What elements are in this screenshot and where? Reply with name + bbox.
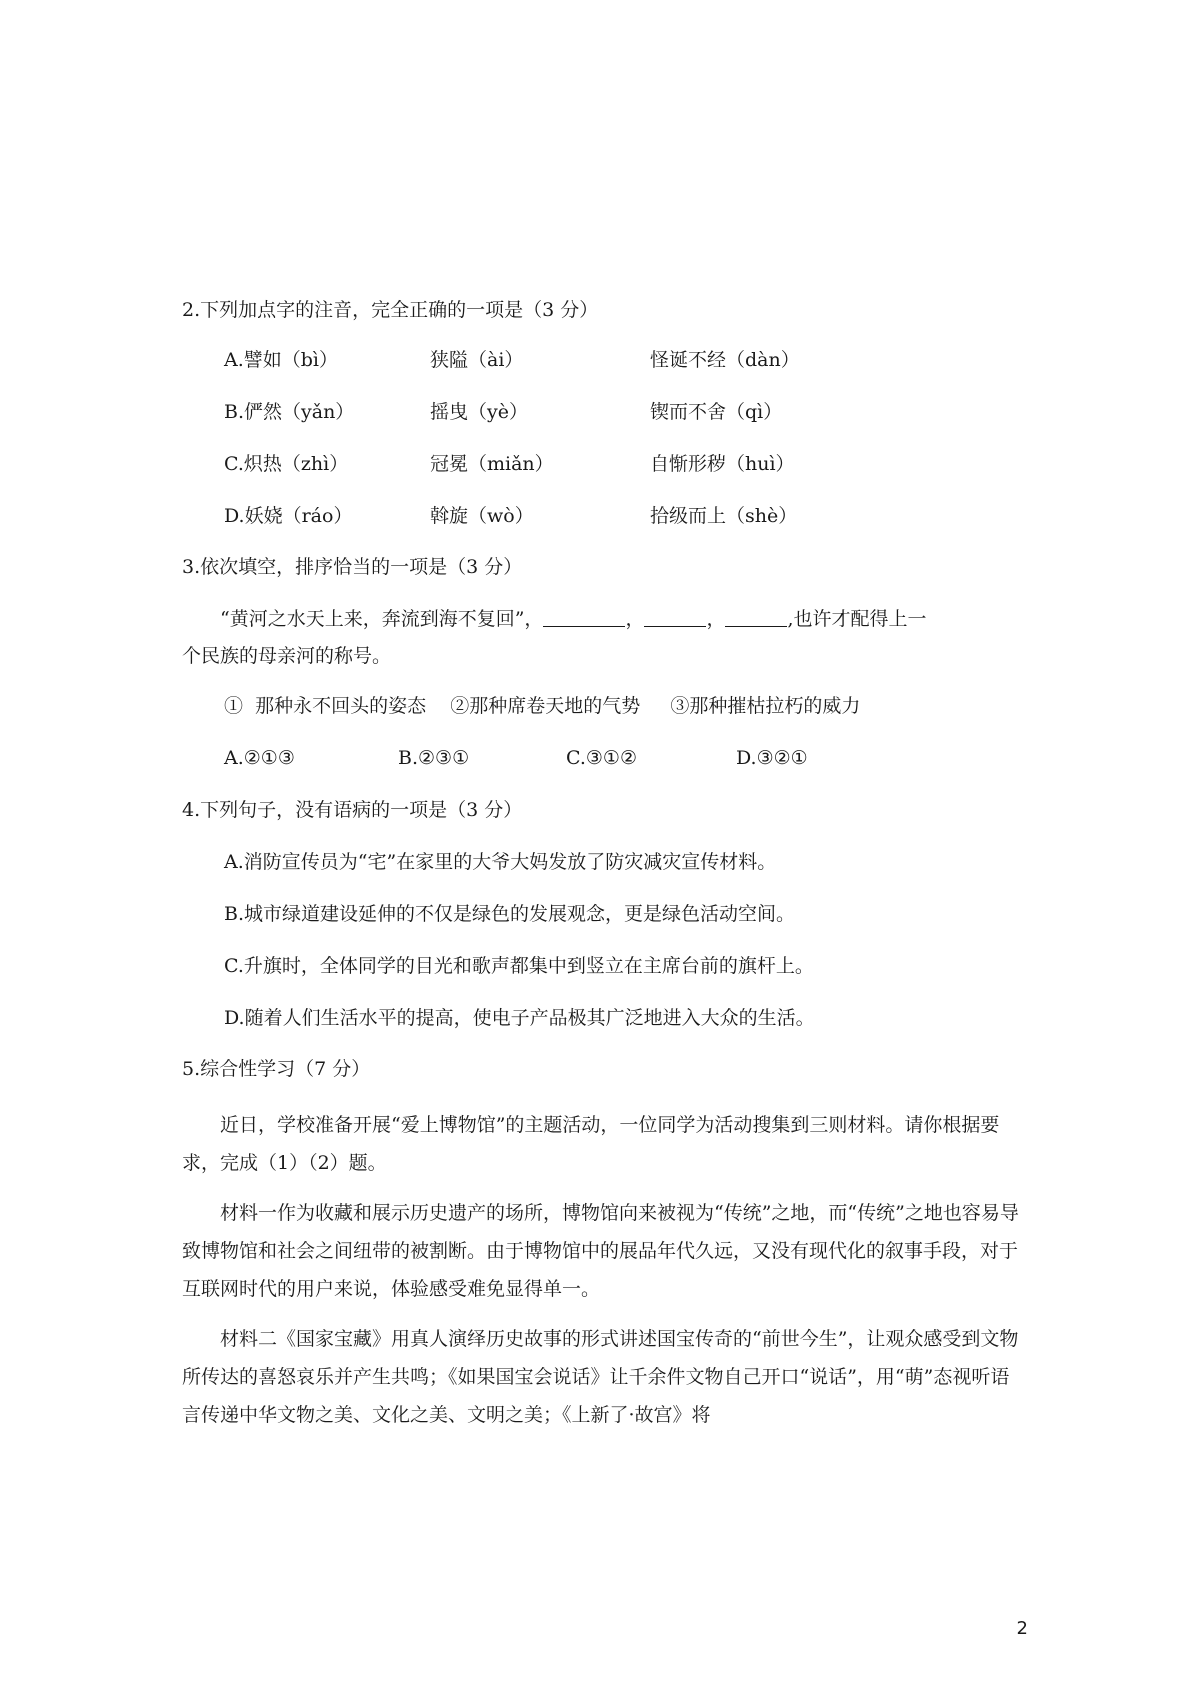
q3-sep-1: ，: [625, 608, 645, 630]
q2-option-d-3: 拾级而上（shè）: [650, 505, 798, 527]
q3-choice-d: D.③②①: [736, 747, 808, 769]
q2-option-c-1: C.炽热（zhì）: [224, 453, 349, 475]
q4-option-d: D.随着人们生活水平的提高，使电子产品极其广泛地进入大众的生活。: [224, 1007, 815, 1029]
q3-blank-2: [644, 606, 706, 627]
q3-fill-paragraph: [220, 605, 927, 633]
q3-choice-b: B.②③①: [398, 747, 470, 769]
q2-option-a-2: 狭隘（ài）: [430, 349, 524, 371]
q5-material-2: 材料二《国家宝藏》用真人演绎历史故事的形式讲述国宝传奇的“前世今生”，让观众感受到文物所传达的喜怒哀乐并产生共鸣；《如果国宝会说话》让千余件文物自己开口“说话”，用“萌”态视听语言传递中华文物之美、文化之美、文明之美；《上新了·故宫》将: [182, 1328, 1019, 1426]
q3-para-line-2: 个民族的母亲河的称号。: [182, 645, 392, 667]
q3-phrases: ① 那种永不回头的姿态 ②那种席卷天地的气势 ③那种摧枯拉朽的威力: [224, 695, 861, 717]
question-3-stem: 3.依次填空，排序恰当的一项是（3 分）: [182, 556, 523, 578]
q3-para-end: ,也许才配得上一: [787, 608, 927, 630]
q2-option-b-2: 摇曳（yè）: [430, 401, 528, 423]
q2-option-c-2: 冠冕（miǎn）: [430, 453, 554, 475]
page-number: 2: [1016, 1618, 1028, 1639]
q4-option-c: C.升旗时，全体同学的目光和歌声都集中到竖立在主席台前的旗杆上。: [224, 955, 814, 977]
q5-intro: 近日，学校准备开展“爱上博物馆”的主题活动，一位同学为活动搜集到三则材料。请你根据要求，完成（1）（2）题。: [182, 1114, 1000, 1174]
q5-material-1: 材料一作为收藏和展示历史遗产的场所，博物馆向来被视为“传统”之地，而“传统”之地也容易导致博物馆和社会之间纽带的被割断。由于博物馆中的展品年代久远，又没有现代化的叙事手段，对于互联网时代的用户来说，体验感受难免显得单一。: [182, 1202, 1019, 1300]
question-5-stem: 5.综合性学习（7 分）: [182, 1058, 371, 1080]
q3-blank-1: [543, 606, 625, 627]
q2-option-b-3: 锲而不舍（qì）: [650, 401, 783, 423]
question-4-stem: 4.下列句子，没有语病的一项是（3 分）: [182, 799, 523, 821]
q3-choice-c: C.③①②: [566, 747, 637, 769]
q4-option-a: A.消防宣传员为“宅”在家里的大爷大妈发放了防灾减灾宣传材料。: [224, 851, 777, 873]
q2-option-b-1: B.俨然（yǎn）: [224, 401, 355, 423]
q3-choice-a: A.②①③: [224, 747, 295, 769]
q2-option-a-3: 怪诞不经（dàn）: [650, 349, 800, 371]
q2-option-c-3: 自惭形秽（huì）: [650, 453, 795, 475]
q4-option-b: B.城市绿道建设延伸的不仅是绿色的发展观念，更是绿色活动空间。: [224, 903, 796, 925]
q2-option-a-1: A.譬如（bì）: [224, 349, 339, 371]
question-2-stem: 2.下列加点字的注音，完全正确的一项是（3 分）: [182, 299, 599, 321]
q2-option-d-1: D.妖娆（ráo）: [224, 505, 353, 527]
q3-blank-3: [725, 606, 787, 627]
q3-sep-2: ，: [706, 608, 726, 630]
q3-para-start: “黄河之水天上来，奔流到海不复回”，: [220, 608, 544, 630]
q2-option-d-2: 斡旋（wò）: [430, 505, 534, 527]
